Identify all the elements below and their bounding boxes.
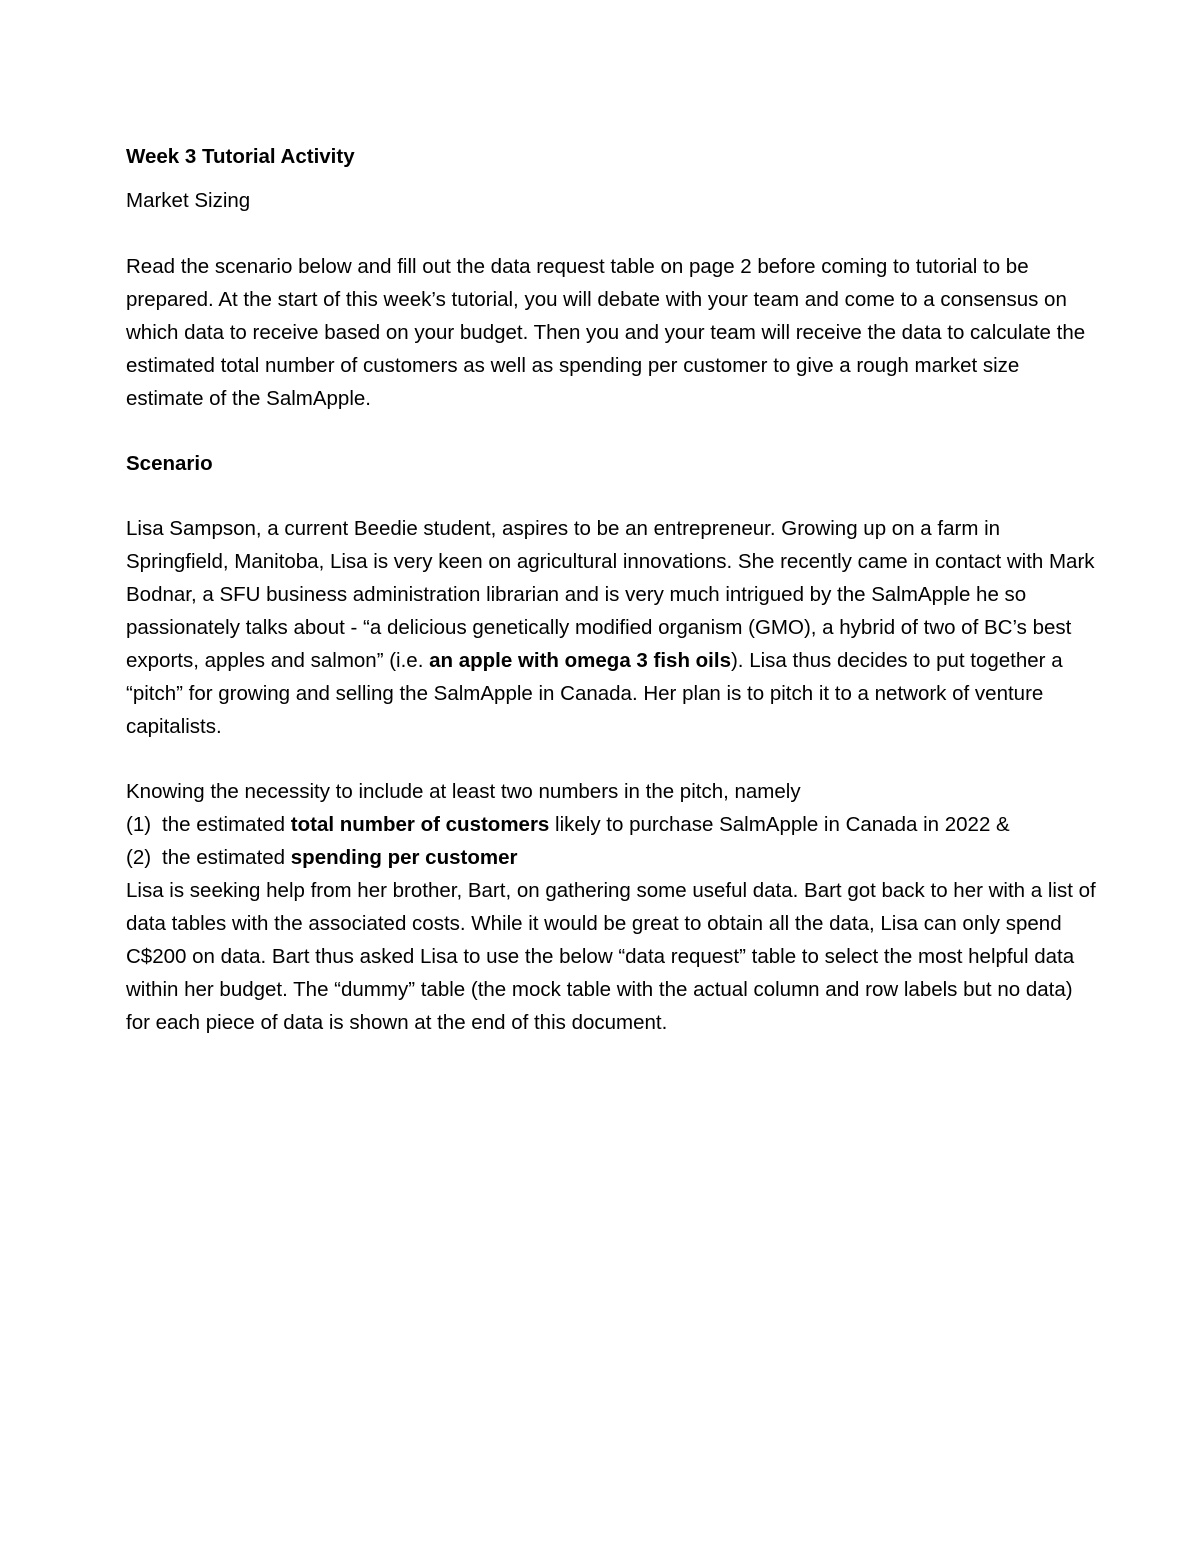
scenario-text-end: ). Lisa thus decides to put together a “pitch” for growing and selling the SalmApple in Canada. Her plan is to pitch it to a network of venture capitalists. bbox=[126, 649, 1063, 738]
needs-item-2-number: (2) bbox=[126, 846, 152, 869]
intro-paragraph: Read the scenario below and fill out the data request table on page 2 before coming to tutorial to be prepared. At the start of this week’s tutorial, you will debate with your team and come to a consensus on which data to receive based on your budget. Then you and your team will receive the data to calculate the estimated total number of customers as well as spending per customer to give a rough market size estimate of the SalmApple. bbox=[126, 255, 1086, 410]
scenario-emphasis: an apple with omega 3 fish oils bbox=[429, 649, 731, 672]
needs-item-1-number: (1) bbox=[126, 813, 152, 836]
scenario-paragraph bbox=[126, 512, 1101, 743]
needs-item-1-pre: the estimated bbox=[162, 813, 291, 836]
needs-item-1 bbox=[126, 808, 1101, 841]
needs-item-2-pre: the estimated bbox=[162, 846, 291, 869]
scenario-heading: Scenario bbox=[126, 452, 213, 475]
needs-item-2-bold: spending per customer bbox=[290, 846, 518, 869]
closing-paragraph: Lisa is seeking help from her brother, Bart, on gathering some useful data. Bart got back to her with a list of data tables with the associated costs. While it would be great to obtain all the data, Lisa can only spend C$200 on data. Bart thus asked Lisa to use the below “data request” table to select the most helpful data within her budget. The “dummy” table (the mock table with the actual column and row labels but no data) for each piece of data is shown at the end of this document. bbox=[126, 879, 1096, 1034]
needs-item-2 bbox=[126, 841, 1101, 874]
document-body bbox=[126, 140, 1101, 1039]
needs-lead: Knowing the necessity to include at least two numbers in the pitch, namely bbox=[126, 780, 801, 803]
document-subtitle: Market Sizing bbox=[126, 189, 251, 212]
needs-item-1-post: likely to purchase SalmApple in Canada in 2022 & bbox=[549, 813, 1010, 836]
document-title: Week 3 Tutorial Activity bbox=[126, 145, 355, 168]
scenario-text-start: Lisa Sampson, a current Beedie student, aspires to be an entrepreneur. Growing up on a farm in Springfield, Manitoba, Lisa is very keen on agricultural innovations. She recently came in contact with Mark Bodnar, a SFU business administration librarian and is very much intrigued by the SalmApple he so passionately talks about - “a delicious genetically modified organism (GMO), a hybrid of two of BC’s best exports, apples and salmon” (i.e. bbox=[126, 517, 1095, 672]
needs-item-1-bold: total number of customers bbox=[290, 813, 550, 836]
